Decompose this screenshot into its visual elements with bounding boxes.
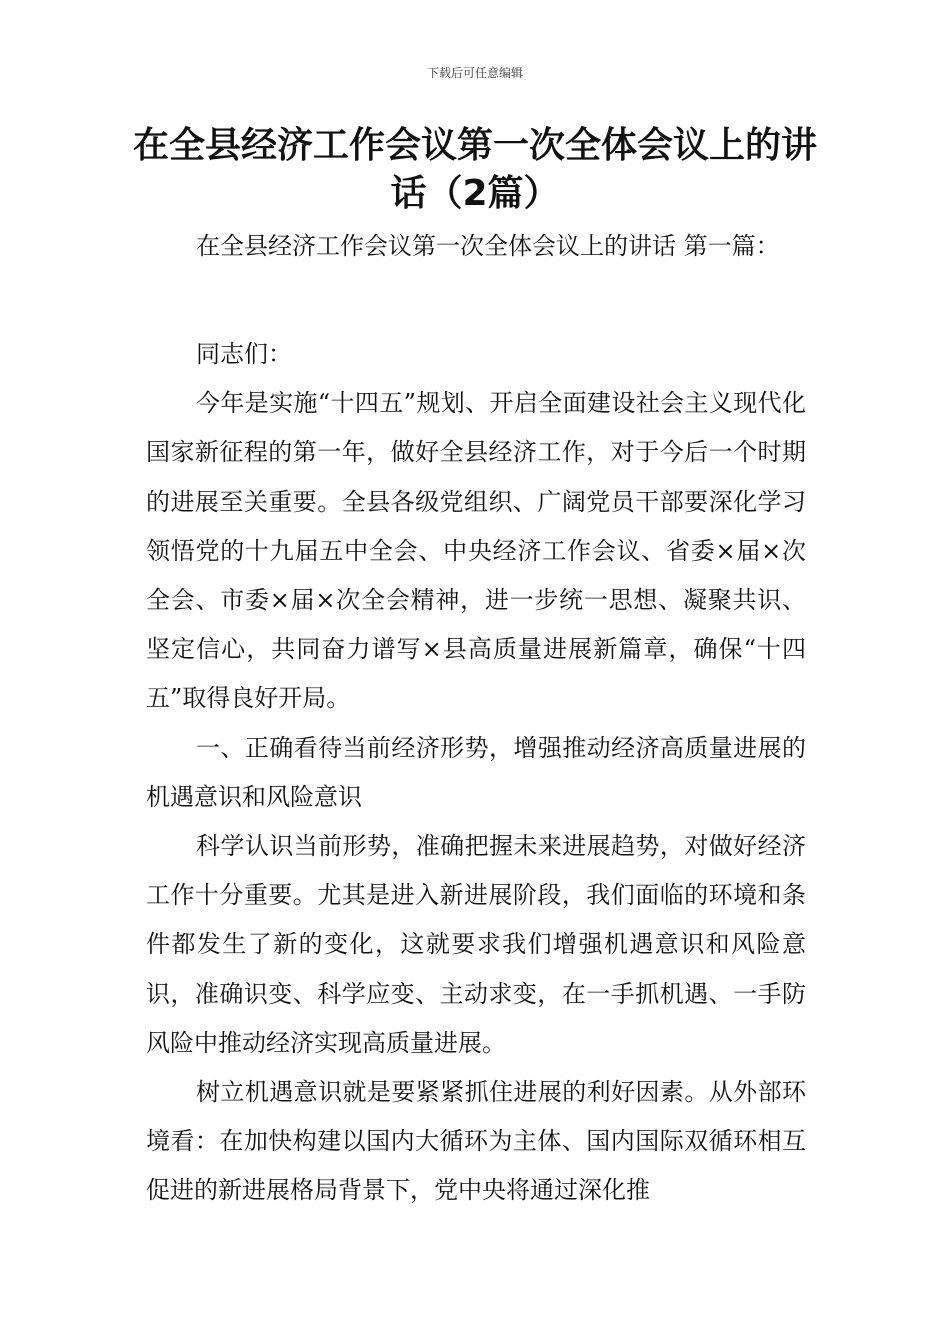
body-paragraph: 科学认识当前形势，准确把握未来进展趋势，对做好经济工作十分重要。尤其是进入新进展阶段，我们面临的环境和条件都发生了新的变化，这就要求我们增强机遇意识和风险意识，准确识变、科学应变、主动求变，在一手抓机遇、一手防风险中推动经济实现高质量进展。 <box>146 832 806 1057</box>
page-header-note: 下载后可任意编辑 <box>426 66 523 80</box>
body-paragraph: 今年是实施“十四五”规划、开启全面建设社会主义现代化国家新征程的第一年，做好全县经济工作，对于今后一个时期的进展至关重要。全县各级党组织、广阔党员干部要深化学习领悟党的十九届五中全会、中央经济工作会议、省委×届×次全会、市委×届×次全会精神，进一步统一思想、凝聚共识、坚定信心，共同奋力谱写×县高质量进展新篇章，确保“十四五”取得良好开局。 <box>146 389 806 713</box>
document-subtitle: 在全县经济工作会议第一次全体会议上的讲话 第一篇： <box>196 232 780 260</box>
salutation: 同志们： <box>196 340 292 368</box>
section-heading: 一、正确看待当前经济形势，增强推动经济高质量进展的机遇意识和风险意识 <box>146 733 806 811</box>
body-paragraph: 树立机遇意识就是要紧紧抓住进展的利好因素。从外部环境看：在加快构建以国内大循环为主体、国内国际双循环相互促进的新进展格局背景下，党中央将通过深化推 <box>146 1078 806 1205</box>
document-title: 在全县经济工作会议第一次全体会议上的讲话（2篇） <box>132 125 817 214</box>
document-body <box>146 330 806 1216</box>
